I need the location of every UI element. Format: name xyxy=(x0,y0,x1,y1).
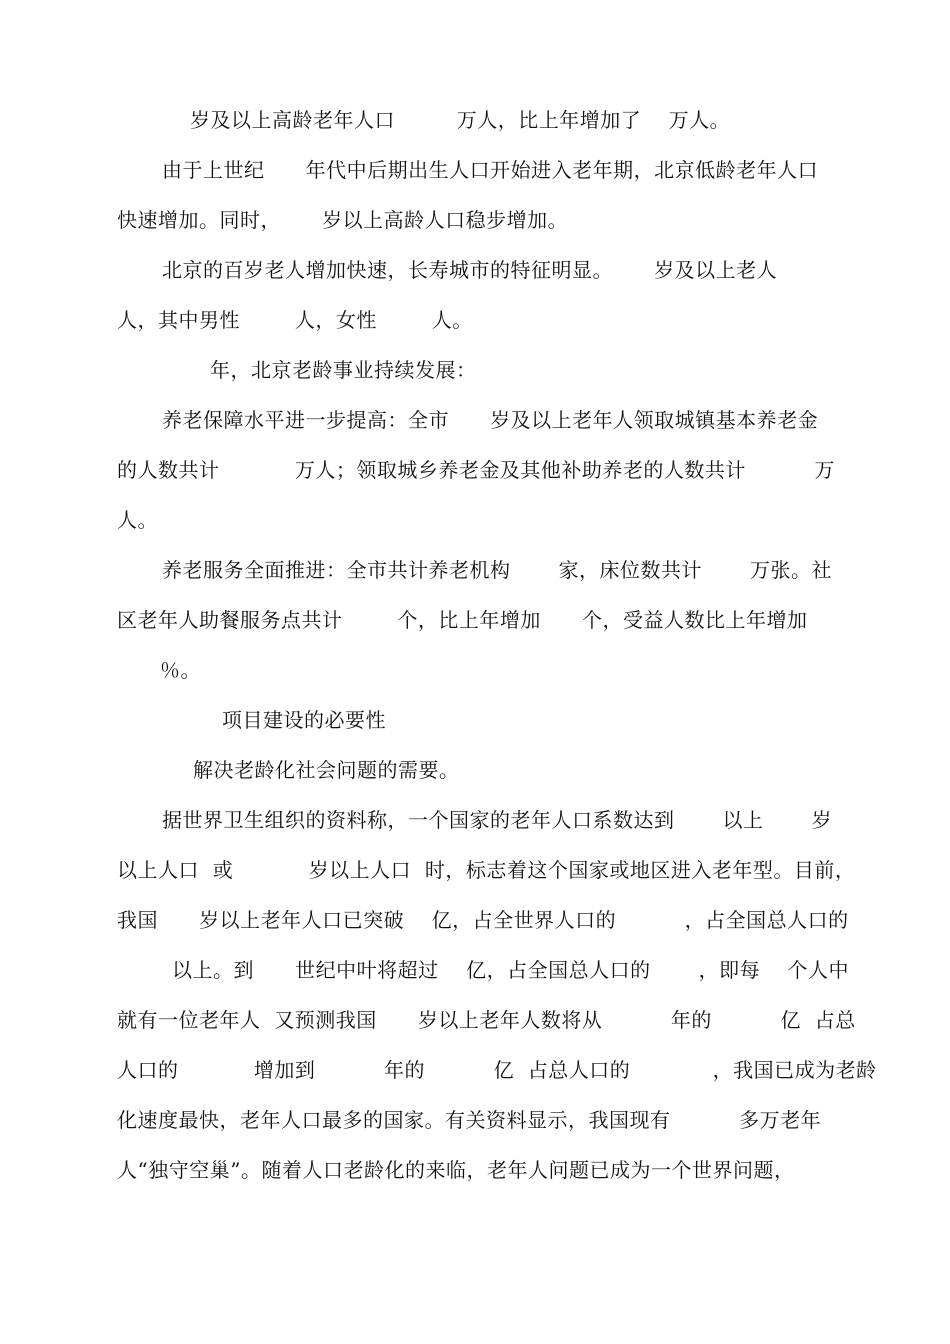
text-line-20: 人口的 增加到 年的 亿 占总人口的 ，我国已成为老龄 xyxy=(117,1058,877,1082)
text-line-12: ％。 xyxy=(160,658,201,682)
text-line-4: 北京的百岁老人增加快速，长寿城市的特征明显。 岁及以上老人 xyxy=(162,258,778,282)
text-line-19: 就有一位老年人 又预测我国 岁以上老年人数将从 年的 亿 占总 xyxy=(117,1008,856,1032)
text-line-22: 人“独守空巢”。随着人口老龄化的来临，老年人问题已成为一个世界问题， xyxy=(117,1158,795,1182)
text-line-7: 养老保障水平进一步提高：全市 岁及以上老年人领取城镇基本养老金 xyxy=(162,408,819,432)
text-line-2: 由于上世纪 年代中后期出生人口开始进入老年期，北京低龄老年人口 xyxy=(162,158,819,182)
text-line-5: 人，其中男性 人，女性 人。 xyxy=(117,308,473,332)
text-line-18: 以上。到 世纪中叶将超过 亿，占全国总人口的 ，即每 个人中 xyxy=(172,958,850,982)
text-line-8: 的人数共计 万人；领取城乡养老金及其他补助养老的人数共计 万 xyxy=(117,458,836,482)
text-line-9: 人。 xyxy=(117,508,158,532)
text-line-6: 年，北京老龄事业持续发展： xyxy=(210,358,477,382)
text-line-21: 化速度最快，老年人口最多的国家。有关资料显示，我国现有 多万老年 xyxy=(117,1108,822,1132)
text-line-17: 我国 岁以上老年人口已突破 亿，占全世界人口的 ，占全国总人口的 xyxy=(117,908,849,932)
text-line-10: 养老服务全面推进：全市共计养老机构 家，床位数共计 万张。社 xyxy=(162,558,833,582)
subsection-heading: 解决老龄化社会问题的需要。 xyxy=(193,758,460,782)
text-line-1: 岁及以上高龄老年人口 万人，比上年增加了 万人。 xyxy=(190,108,731,132)
text-line-16: 以上人口 或 岁以上人口 时，标志着这个国家或地区进入老年型。目前， xyxy=(117,858,856,882)
text-line-3: 快速增加。同时， 岁以上高龄人口稳步增加。 xyxy=(117,208,569,232)
text-line-11: 区老年人助餐服务点共计 个，比上年增加 个，受益人数比上年增加 xyxy=(117,608,808,632)
section-heading: 项目建设的必要性 xyxy=(222,708,386,732)
text-line-15: 据世界卫生组织的资料称，一个国家的老年人口系数达到 以上 岁 xyxy=(162,808,833,832)
